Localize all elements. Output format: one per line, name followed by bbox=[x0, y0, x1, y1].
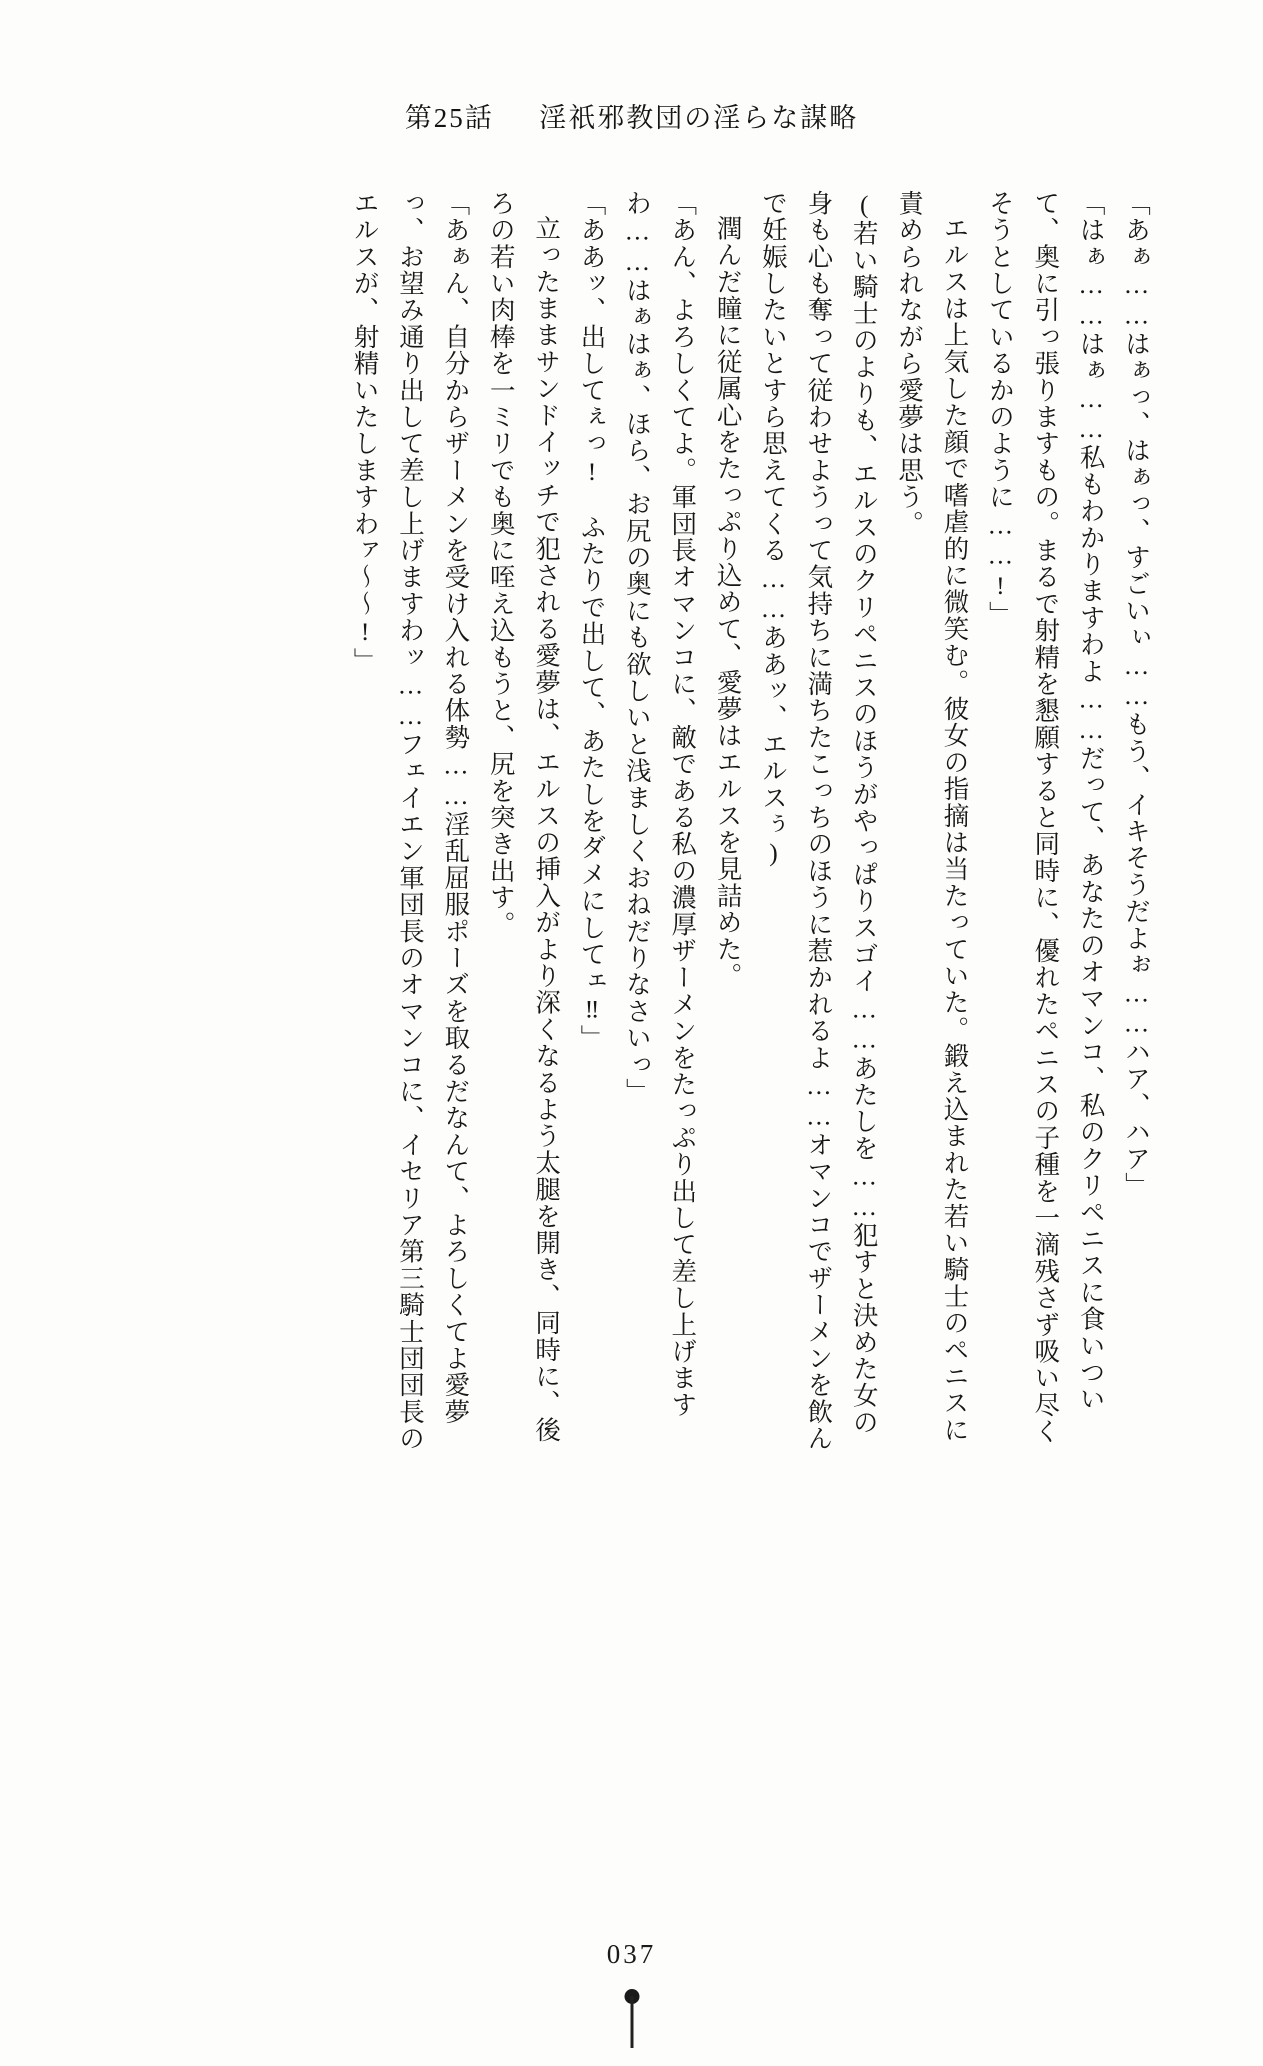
chapter-number: 第25話 bbox=[404, 103, 494, 133]
running-head bbox=[0, 96, 1263, 135]
body-text bbox=[104, 190, 1159, 1460]
paragraph: 「あぁん、自分からザーメンを受け入れる体勢……淫乱屈服ポーズを取るだなんて、よろしくてよ愛夢っ、お望み通り出して差し上げますわッ……フェイエン軍団長のオマンコに、イセリア第三騎士団団長のエルスが、射精いたしますわァ～～!」 bbox=[350, 190, 471, 1452]
page-number: 037 bbox=[606, 1939, 657, 1969]
paragraph: 「あん、よろしくてよ。軍団長オマンコに、敵である私の濃厚ザーメンをたっぷり出して差し上げますわ……はぁはぁ、ほら、お尻の奥にも欲しいと浅ましくおねだりなさいっ」 bbox=[622, 190, 698, 1419]
binding-line-mark bbox=[630, 1996, 633, 2048]
paragraph: (若い騎士のよりも、エルスのクリペニスのほうがやっぱりスゴイ……あたしを……犯すと決めた女の身も心も奪って従わせようって気持ちに満ちたこっちのほうに惹かれるよ……オマンコでザーメンを飲んで妊娠したいとすら思えてくる……ああッ、エルスぅ) bbox=[759, 190, 879, 1452]
paragraph: 「はぁ……はぁ……私もわかりますわよ……だって、あなたのオマンコ、私のクリペニスに食いついて、奥に引っ張りますもの。まるで射精を懇願すると同時に、優れたペニスの子種を一滴残さず吸い尽くそうとしているかのように……!」 bbox=[985, 190, 1106, 1445]
paragraph: エルスは上気した顔で嗜虐的に微笑む。彼女の指摘は当たっていた。鍛え込まれた若い騎士のペニスに責められながら愛夢は思う。 bbox=[895, 190, 970, 1444]
paragraph: 「ああッ、出してぇっ! ふたりで出して、あたしをダメにしてェ‼」 bbox=[577, 190, 607, 1052]
chapter-title: 淫祇邪教団の淫らな謀略 bbox=[539, 103, 859, 133]
paragraph: 立ったままサンドイッチで犯される愛夢は、エルスの挿入がより深くなるよう太腿を開き、同時に、後ろの若い肉棒を一ミリでも奥に咥え込もうと、尻を突き出す。 bbox=[486, 190, 562, 1444]
paragraph: 「あぁ……はぁっ、はぁっ、すごいぃ……もう、イキそうだよぉ……ハア、ハア」 bbox=[1122, 190, 1151, 1199]
paragraph: 潤んだ瞳に従属心をたっぷり込めて、愛夢はエルスを見詰めた。 bbox=[713, 215, 743, 990]
